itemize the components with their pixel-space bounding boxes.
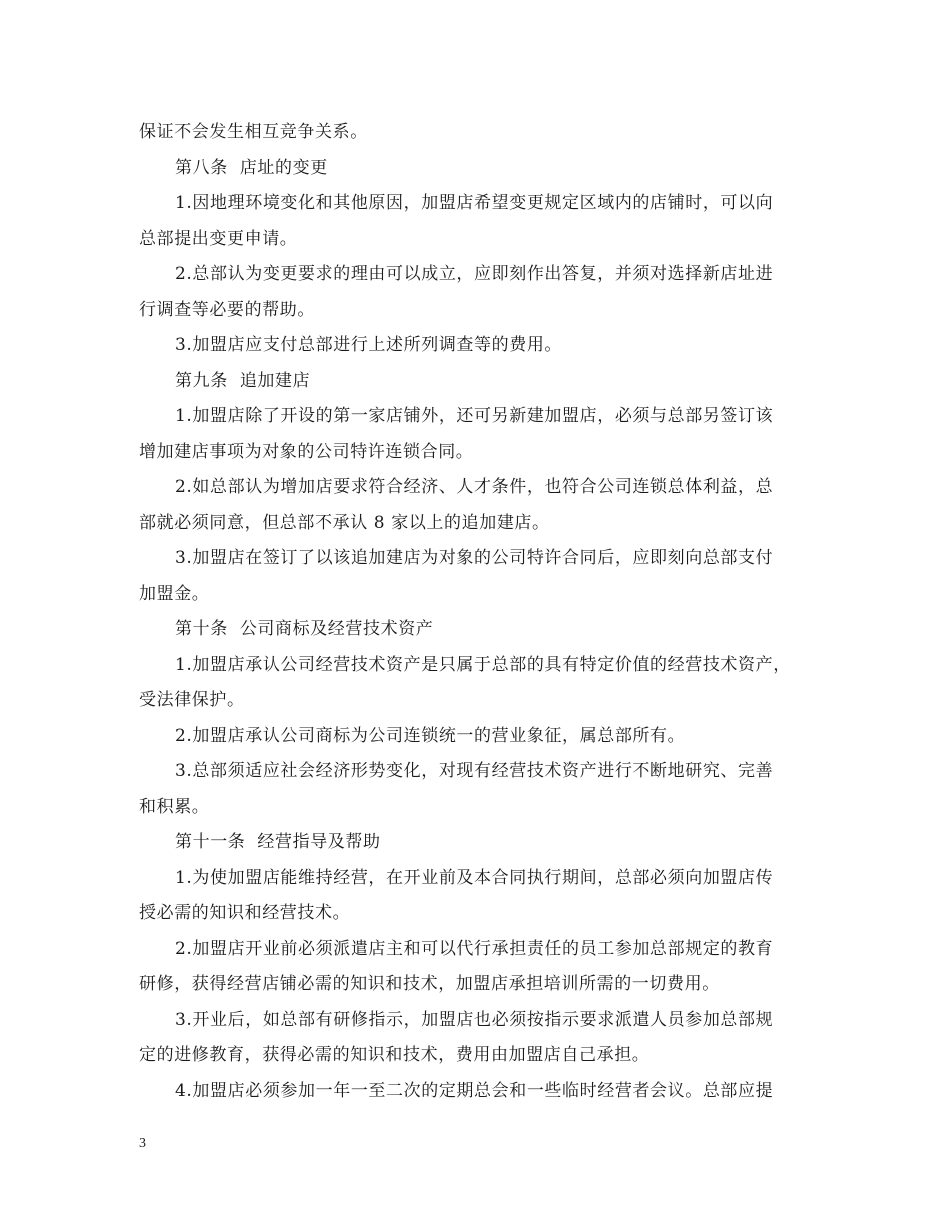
continuation-line: 保证不会发生相互竞争关系。 <box>139 122 368 142</box>
continuation-line: 研修，获得经营店铺必需的知识和技术，加盟店承担培训所需的一切费用。 <box>139 974 720 994</box>
article-heading <box>139 612 819 648</box>
clause-line: 1.因地理环境变化和其他原因，加盟店希望变更规定区域内的店铺时，可以向 <box>175 193 774 213</box>
clause-line: 1.加盟店除了开设的第一家店铺外，还可另新建加盟店，必须与总部另签订该 <box>175 406 774 426</box>
article-number: 第九条 <box>175 370 228 391</box>
article-title: 公司商标及经营技术资产 <box>239 619 434 639</box>
article-heading <box>139 151 819 187</box>
document-body <box>139 115 819 1109</box>
clause-line: 2.加盟店承认公司商标为公司连锁统一的营业象征，属总部所有。 <box>175 725 686 746</box>
clause-line: 2.总部认为变更要求的理由可以成立，应即刻作出答复，并须对选择新店址进 <box>175 264 774 284</box>
clause-line: 2.加盟店开业前必须派遣店主和可以代行承担责任的员工参加总部规定的教育 <box>175 938 774 959</box>
article-heading <box>139 825 819 861</box>
continuation-line: 增加建店事项为对象的公司特许连锁合同。 <box>139 441 474 462</box>
clause-line: 1.为使加盟店能维持经营，在开业前及本合同执行期间，总部必须向加盟店传 <box>175 867 774 888</box>
continuation-line: 部就必须同意，但总部不承认 8 家以上的追加建店。 <box>139 512 550 533</box>
continuation-line: 行调查等必要的帮助。 <box>139 299 315 320</box>
continuation-line: 受法律保护。 <box>139 690 245 710</box>
article-heading <box>139 364 819 400</box>
clause-line: 3.总部须适应社会经济形势变化，对现有经营技术资产进行不断地研究、完善 <box>175 761 774 781</box>
continuation-line: 和积累。 <box>139 796 210 817</box>
continuation-line: 授必需的知识和经营技术。 <box>139 903 351 923</box>
article-number: 第十一条 <box>175 832 246 852</box>
page-number: 3 <box>139 1136 146 1151</box>
clause-line: 3.加盟店在签订了以该追加建店为对象的公司特许合同后，应即刻向总部支付 <box>175 548 774 568</box>
clause-line: 3.开业后，如总部有研修指示，加盟店也必须按指示要求派遣人员参加总部规 <box>175 1009 774 1030</box>
article-title: 经营指导及帮助 <box>257 832 381 852</box>
clause-line: 2.如总部认为增加店要求符合经济、人才条件，也符合公司连锁总体利益，总 <box>175 477 774 497</box>
article-title: 店址的变更 <box>239 157 328 178</box>
article-number: 第十条 <box>175 619 228 639</box>
continuation-line: 加盟金。 <box>139 583 210 604</box>
continuation-line: 总部提出变更申请。 <box>139 228 298 249</box>
clause-line: 1.加盟店承认公司经营技术资产是只属于总部的具有特定价值的经营技术资产， <box>175 654 791 675</box>
clause-line: 3.加盟店应支付总部进行上述所列调查等的费用。 <box>175 335 563 355</box>
continuation-line: 定的进修教育，获得必需的知识和技术，费用由加盟店自己承担。 <box>139 1045 650 1065</box>
article-title: 追加建店 <box>239 370 311 391</box>
article-number: 第八条 <box>175 157 228 178</box>
clause-line: 4.加盟店必须参加一年一至二次的定期总会和一些临时经营者会议。总部应提 <box>175 1080 774 1101</box>
